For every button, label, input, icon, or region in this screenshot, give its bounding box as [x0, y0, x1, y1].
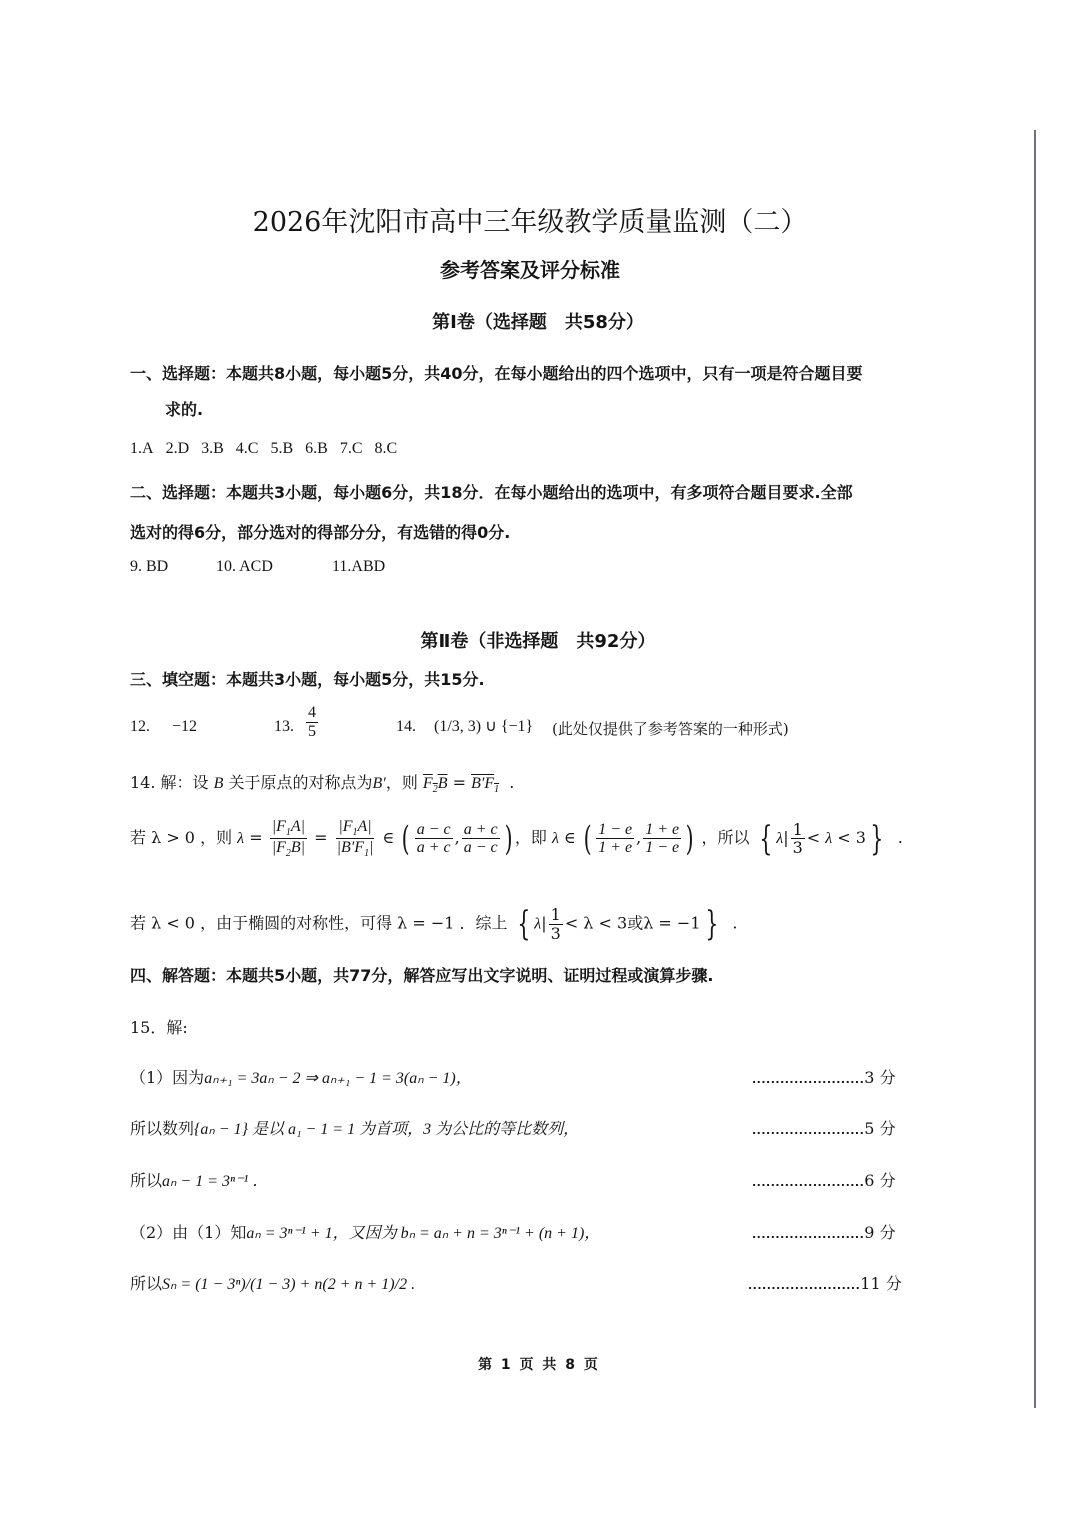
page-edge-rule	[1034, 130, 1036, 1408]
solution-14-line-3: 若 λ < 0 ，由于椭圆的对称性，可得 λ = −1 ．综上 { λ| $\frac{1}{3}$ < λ < 3或λ = −1 } .	[130, 904, 738, 944]
section-1-heading-line-2: 求的.	[165, 400, 204, 419]
answer-1: 1.A	[130, 440, 154, 457]
answer-3: 3.B	[201, 440, 224, 457]
section-3-heading: 三、填空题：本题共3小题，每小题5分，共15分.	[130, 670, 485, 689]
answer-7: 7.C	[339, 440, 363, 457]
section-1-answers	[130, 440, 397, 458]
volume-2-heading: 第Ⅱ卷（非选择题 共92分）	[420, 631, 656, 652]
answer-6: 6.B	[305, 440, 328, 457]
answer-4: 4.C	[235, 440, 259, 457]
q15-step-2-score: ........................5 分	[752, 1119, 896, 1138]
answer-2: 2.D	[165, 440, 190, 457]
q15-step-1: （1）因为aₙ₊₁ = 3aₙ − 2 ⇒ aₙ₊₁ − 1 = 3(aₙ − 1)，	[130, 1068, 472, 1087]
q13-numerator: 4	[308, 704, 316, 721]
document-title: 2026年沈阳市高中三年级教学质量监测（二）	[252, 207, 808, 238]
q15-step-5: 所以Sₙ = (1 − 3ⁿ)/(1 − 3) + n(2 + n + 1)/2 .	[130, 1274, 416, 1293]
section-2-heading-line-2: 选对的得6分，部分选对的得部分分，有选错的得0分.	[130, 523, 511, 542]
q14-label: 14.	[396, 718, 416, 735]
section-2-heading-line-1: 二、选择题：本题共3小题，每小题6分，共18分．在每小题给出的选项中，有多项符合题目要求.全部	[130, 483, 853, 502]
q12-answer: −12	[172, 718, 198, 735]
section-4-heading: 四、解答题：本题共5小题，共77分，解答应写出文字说明、证明过程或演算步骤.	[130, 966, 714, 985]
answer-5: 5.B	[270, 440, 294, 457]
solution-14-line-2: 若 λ > 0 ，则 λ = $\frac{|F_1A|}{|F_2B|}$ = $\frac{|F_1A|}{|B'F_1|}$ ∈ ( $\frac{a - c}{a + c}$ , $\frac{a + c}{a - c}$ ) ，即 λ ∈ ( $\frac{1 - e}{1 + e}$ , $\frac{1 + e}{1 - e}$ ) ，所以 { λ| $\frac{1}{3}$ < λ < 3 } .	[130, 818, 903, 860]
answer-8: 8.C	[374, 440, 398, 457]
answer-11: 11.ABD	[332, 558, 386, 575]
q13-answer	[304, 704, 320, 740]
answer-10: 10. ACD	[216, 558, 273, 575]
q15-step-5-score: ........................11 分	[748, 1274, 902, 1293]
page-footer: 第 1 页 共 8 页	[478, 1357, 598, 1373]
volume-1-heading: 第Ⅰ卷（选择题 共58分）	[432, 312, 644, 333]
q14-note: (此处仅提供了参考答案的一种形式)	[552, 720, 789, 738]
q15-step-3-score: ........................6 分	[752, 1171, 896, 1190]
document-subtitle: 参考答案及评分标准	[440, 258, 620, 282]
q15-step-4: （2）由（1）知aₙ = 3ⁿ⁻¹ + 1，又因为 bₙ = aₙ + n = 3ⁿ⁻¹ + (n + 1)，	[130, 1223, 601, 1242]
section-1-heading-line-1: 一、选择题：本题共8小题，每小题5分，共40分，在每小题给出的四个选项中，只有一项是符合题目要	[130, 364, 863, 383]
q15-label: 15．解:	[130, 1018, 188, 1037]
solution-14-line-1: 14. 解：设 B 关于原点的对称点为B′，则 $F_2B = B'F_1$ .	[130, 773, 515, 796]
answer-9: 9. BD	[130, 558, 169, 575]
q15-step-3: 所以aₙ − 1 = 3ⁿ⁻¹ ．	[130, 1171, 269, 1190]
q12-label: 12.	[130, 718, 150, 735]
q13-label: 13.	[274, 718, 294, 735]
q14-answer: (1/3, 3) ∪ {−1}	[434, 718, 534, 735]
q15-step-4-score: ........................9 分	[752, 1223, 896, 1242]
q15-step-2: 所以数列{aₙ − 1} 是以 a₁ − 1 = 1 为首项，3 为公比的等比数列，	[130, 1119, 580, 1138]
q13-denominator: 5	[308, 722, 316, 740]
q15-step-1-score: ........................3 分	[752, 1068, 896, 1087]
